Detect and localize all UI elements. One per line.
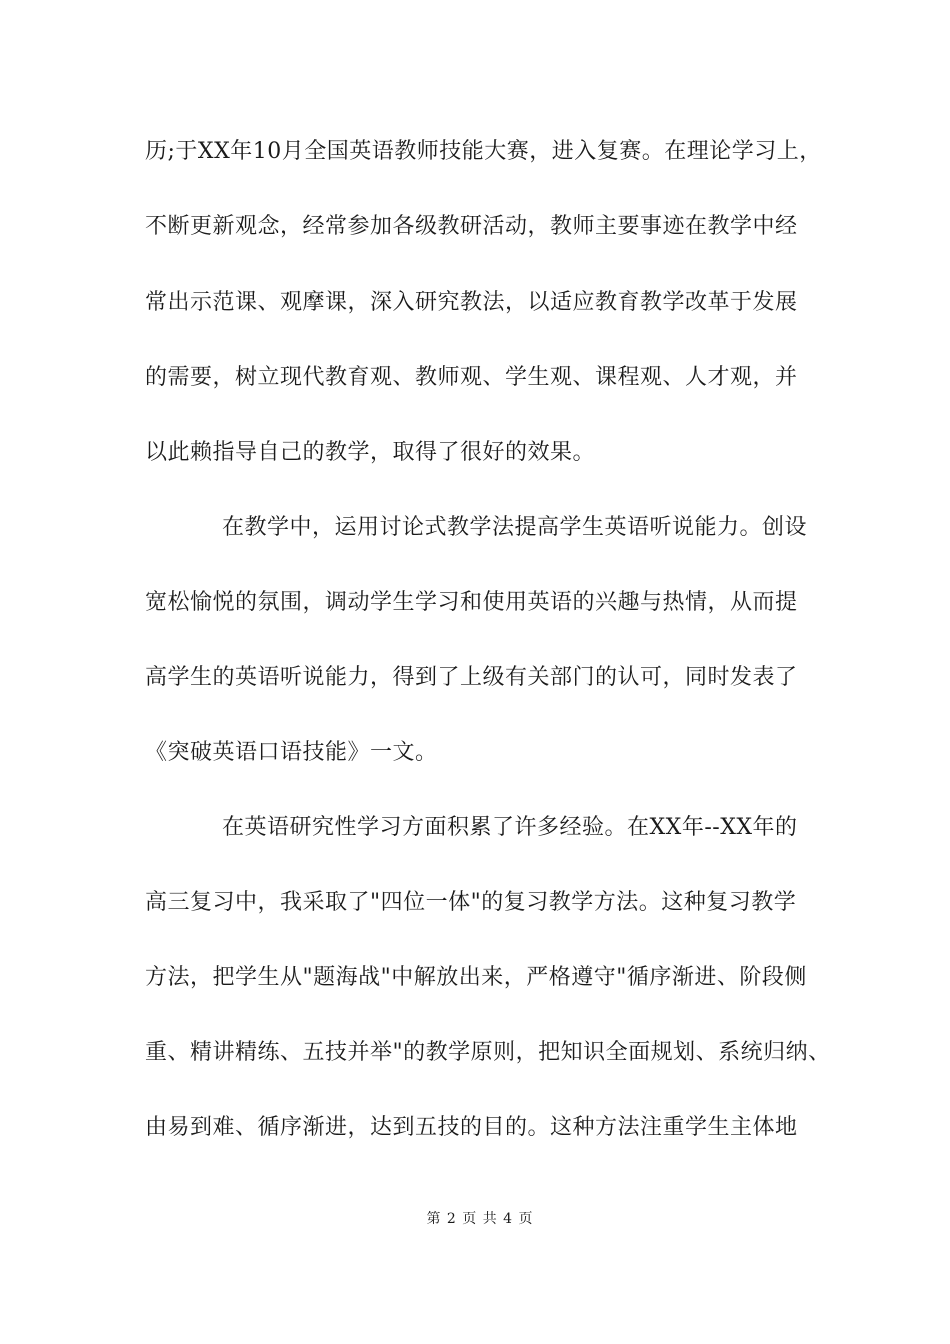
paragraph-first-line: 在英语研究性学习方面积累了许多经验。在XX年--XX年的 [222, 815, 798, 840]
body-text-line: 高学生的英语听说能力，得到了上级有关部门的认可，同时发表了 [145, 665, 798, 690]
body-text-line: 不断更新观念，经常参加各级教研活动，教师主要事迹在教学中经 [145, 214, 798, 239]
body-text-line: 的需要，树立现代教育观、教师观、学生观、课程观、人才观，并 [145, 365, 798, 390]
body-text-line: 以此赖指导自己的教学，取得了很好的效果。 [145, 440, 596, 465]
paragraph-first-line: 在教学中，运用讨论式教学法提高学生英语听说能力。创设 [222, 515, 808, 540]
body-text-line: 由易到难、循序渐进，达到五技的目的。这种方法注重学生主体地 [145, 1115, 798, 1140]
body-text-line: 方法，把学生从"题海战"中解放出来，严格遵守"循序渐进、阶段侧 [145, 965, 807, 990]
body-text-line: 高三复习中，我采取了"四位一体"的复习教学方法。这种复习教学 [145, 890, 797, 915]
body-text-line: 常出示范课、观摩课，深入研究教法，以适应教育教学改革于发展 [145, 290, 798, 315]
body-text-line: 《突破英语口语技能》一文。 [145, 740, 438, 765]
page-number-footer: 第 2 页 共 4 页 [426, 1211, 534, 1227]
body-text-line: 宽松愉悦的氛围，调动学生学习和使用英语的兴趣与热情，从而提 [145, 590, 798, 615]
body-text-line: 历;于XX年10月全国英语教师技能大赛，进入复赛。在理论学习上， [145, 139, 822, 164]
body-text-line: 重、精讲精练、五技并举"的教学原则，把知识全面规划、系统归纳、 [145, 1040, 831, 1065]
